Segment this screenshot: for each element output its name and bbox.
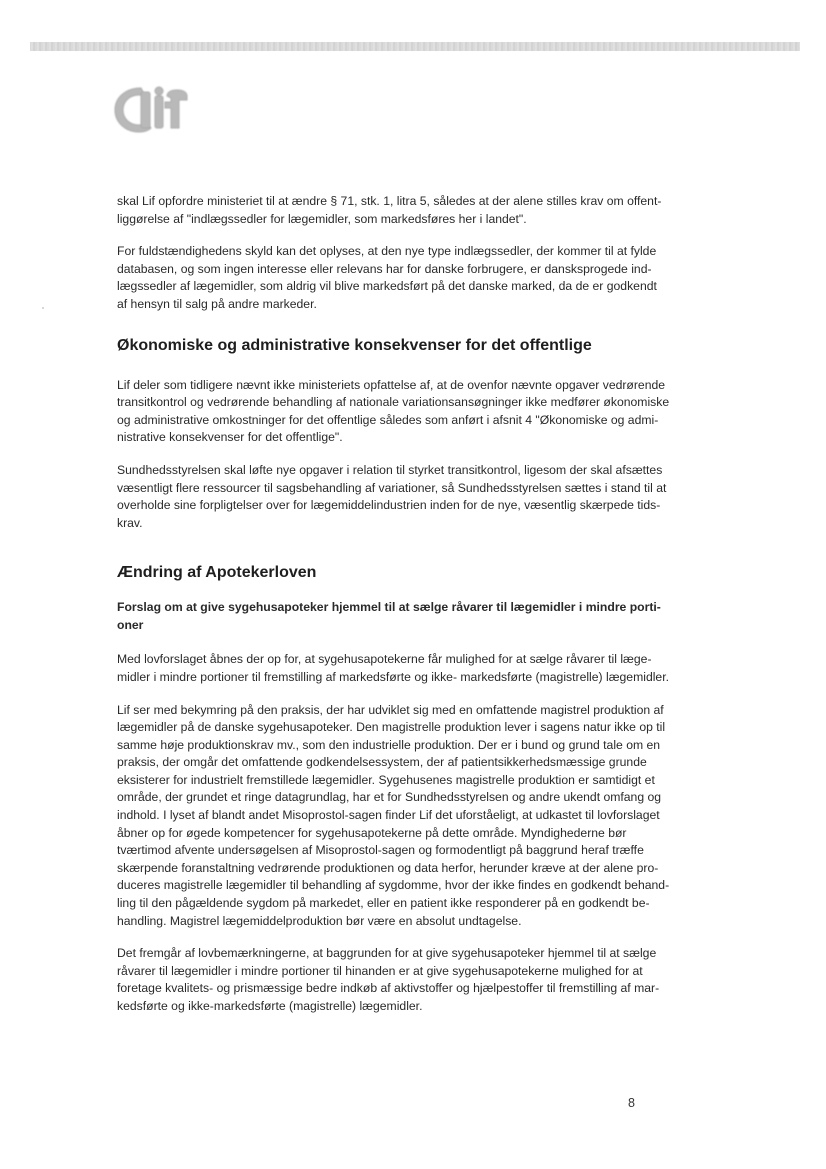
heading-aendring-apotekerloven: Ændring af Apotekerloven [117,564,317,582]
text-line: Lif ser med bekymring på den praksis, der har udviklet sig med en omfattende magistrel produktion af [117,702,664,717]
text-line: Med lovforslaget åbnes der op for, at sygehusapotekerne får mulighed for at sælge råvarer til læge- [117,652,652,667]
text-line: midler i mindre portioner til fremstilling af markedsførte og ikke- markedsførte (magistrelle) lægemidler. [117,669,669,684]
text-line: eksisterer for industrielt fremstillede lægemidler. Sygehusenes magistrelle produktion er samtidigt et [117,772,655,787]
text-line: lægssedler af lægemidler, som aldrig vil blive markedsført på det danske marked, da de er godkendt [117,279,657,294]
paragraph-lif-deler [117,377,717,447]
paragraph-fuldstaendighed [117,243,717,313]
text-line: databasen, og som ingen interesse eller relevans har for danske forbrugere, er dansksprogede ind- [117,261,652,276]
text-line: transitkontrol og vedrørende behandling af nationale variationsansøgninger ikke medfører økonomiske [117,395,670,410]
text-line: krav. [117,515,143,530]
text-line: Lif deler som tidligere nævnt ikke ministeriets opfattelse af, at de ovenfor nævnte opgaver vedrørende [117,377,666,392]
heading-okonomiske-konsekvenser: Økonomiske og administrative konsekvenser for det offentlige [117,336,592,354]
text-line: af hensyn til salg på andre markeder. [117,296,317,311]
paragraph-lif-opfordring [117,193,717,228]
text-line: Forslag om at give sygehusapoteker hjemmel til at sælge råvarer til lægemidler i mindre porti- [117,600,661,615]
text-line: samme høje produktionskrav mv., som den industrielle produktion. Der er i bund og grund tale om en [117,737,661,752]
paragraph-sundhedsstyrelsen [117,462,717,532]
text-line: liggørelse af "indlægssedler for lægemidler, som markedsføres her i landet". [117,211,527,226]
text-line: foretage kvalitets- og prismæssige bedre indkøb af aktivstoffer og hjælpestoffer til fremstilling af mar- [117,981,660,996]
text-line: praksis, der omgår det omfattende godkendelsessystem, der af patientsikkerhedsmæssige grunde [117,755,647,770]
text-line: oner [117,618,144,633]
scan-artifact-bar [30,42,800,51]
text-line: handling. Magistrel lægemiddelproduktion bør være en absolut undtagelse. [117,913,522,928]
text-line: kedsførte og ikke-markedsførte (magistrelle) lægemidler. [117,999,423,1013]
text-line: tværtimod afvente undersøgelsen af Misoprostol-sagen og formodentligt på baggrund heraf træffe [117,843,644,858]
text-line: overholde sine forpligtelser over for lægemiddelindustrien inden for de nye, væsentlig skærpede tids- [117,498,661,513]
scan-speck [42,307,44,309]
text-line: lægemidler på de danske sygehusapoteker. Den magistrelle produktion lever i sagens natur ikke op til [117,720,666,735]
text-line: Sundhedsstyrelsen skal løfte nye opgaver i relation til styrket transitkontrol, ligesom der skal afsættes [117,462,663,477]
text-line: væsentligt flere ressourcer til sagsbehandling af variationer, så Sundhedsstyrelsen sættes i stand til at [117,480,667,495]
paragraph-med-lovforslaget [117,651,717,686]
text-line: Det fremgår af lovbemærkningerne, at baggrunden for at give sygehusapoteker hjemmel til at sælge [117,946,657,961]
paragraph-lif-bekymring [117,702,717,931]
lif-logo [111,82,193,136]
text-line: duceres magistrelle lægemidler til behandling af sygdomme, hvor der ikke findes en godkendt behand- [117,878,670,893]
text-line: åbner op for øgede kompetencer for sygehusapotekerne på dette område. Myndighederne bør [117,825,627,840]
paragraph-lovbemaerkningerne [117,945,717,1015]
text-line: område, der grundet et ringe datagrundlag, har et for Sundhedsstyrelsen og andre ukendt omfang og [117,790,662,805]
document-body [117,193,717,1016]
text-line: skal Lif opfordre ministeriet til at ændre § 71, stk. 1, litra 5, således at der alene stilles krav om offent- [117,194,662,208]
text-line: og administrative omkostninger for det offentlige således som anført i afsnit 4 "Økonomiske og admi- [117,412,659,427]
text-line: nistrative konsekvenser for det offentlige". [117,430,343,445]
text-line: ling til den pågældende sygdom på markedet, eller en patient ikke responderer på en godkendt be- [117,896,650,911]
text-line: råvarer til lægemidler i mindre portioner til hinanden er at give sygehusapotekerne mulighed for at [117,963,643,978]
text-line: For fuldstændighedens skyld kan det oplyses, at den nye type indlægssedler, der kommer til at fylde [117,244,657,259]
subheading-forslag-sygehusapoteker [117,598,717,634]
text-line: indhold. I lyset af blandt andet Misoprostol-sagen finder Lif det uforståeligt, at udkastet til lovforslaget [117,808,660,823]
page-number: 8 [628,1096,635,1110]
text-line: skærpende foranstaltning vedrørende produktionen og data herfor, herunder kræve at der alene pro- [117,860,659,875]
